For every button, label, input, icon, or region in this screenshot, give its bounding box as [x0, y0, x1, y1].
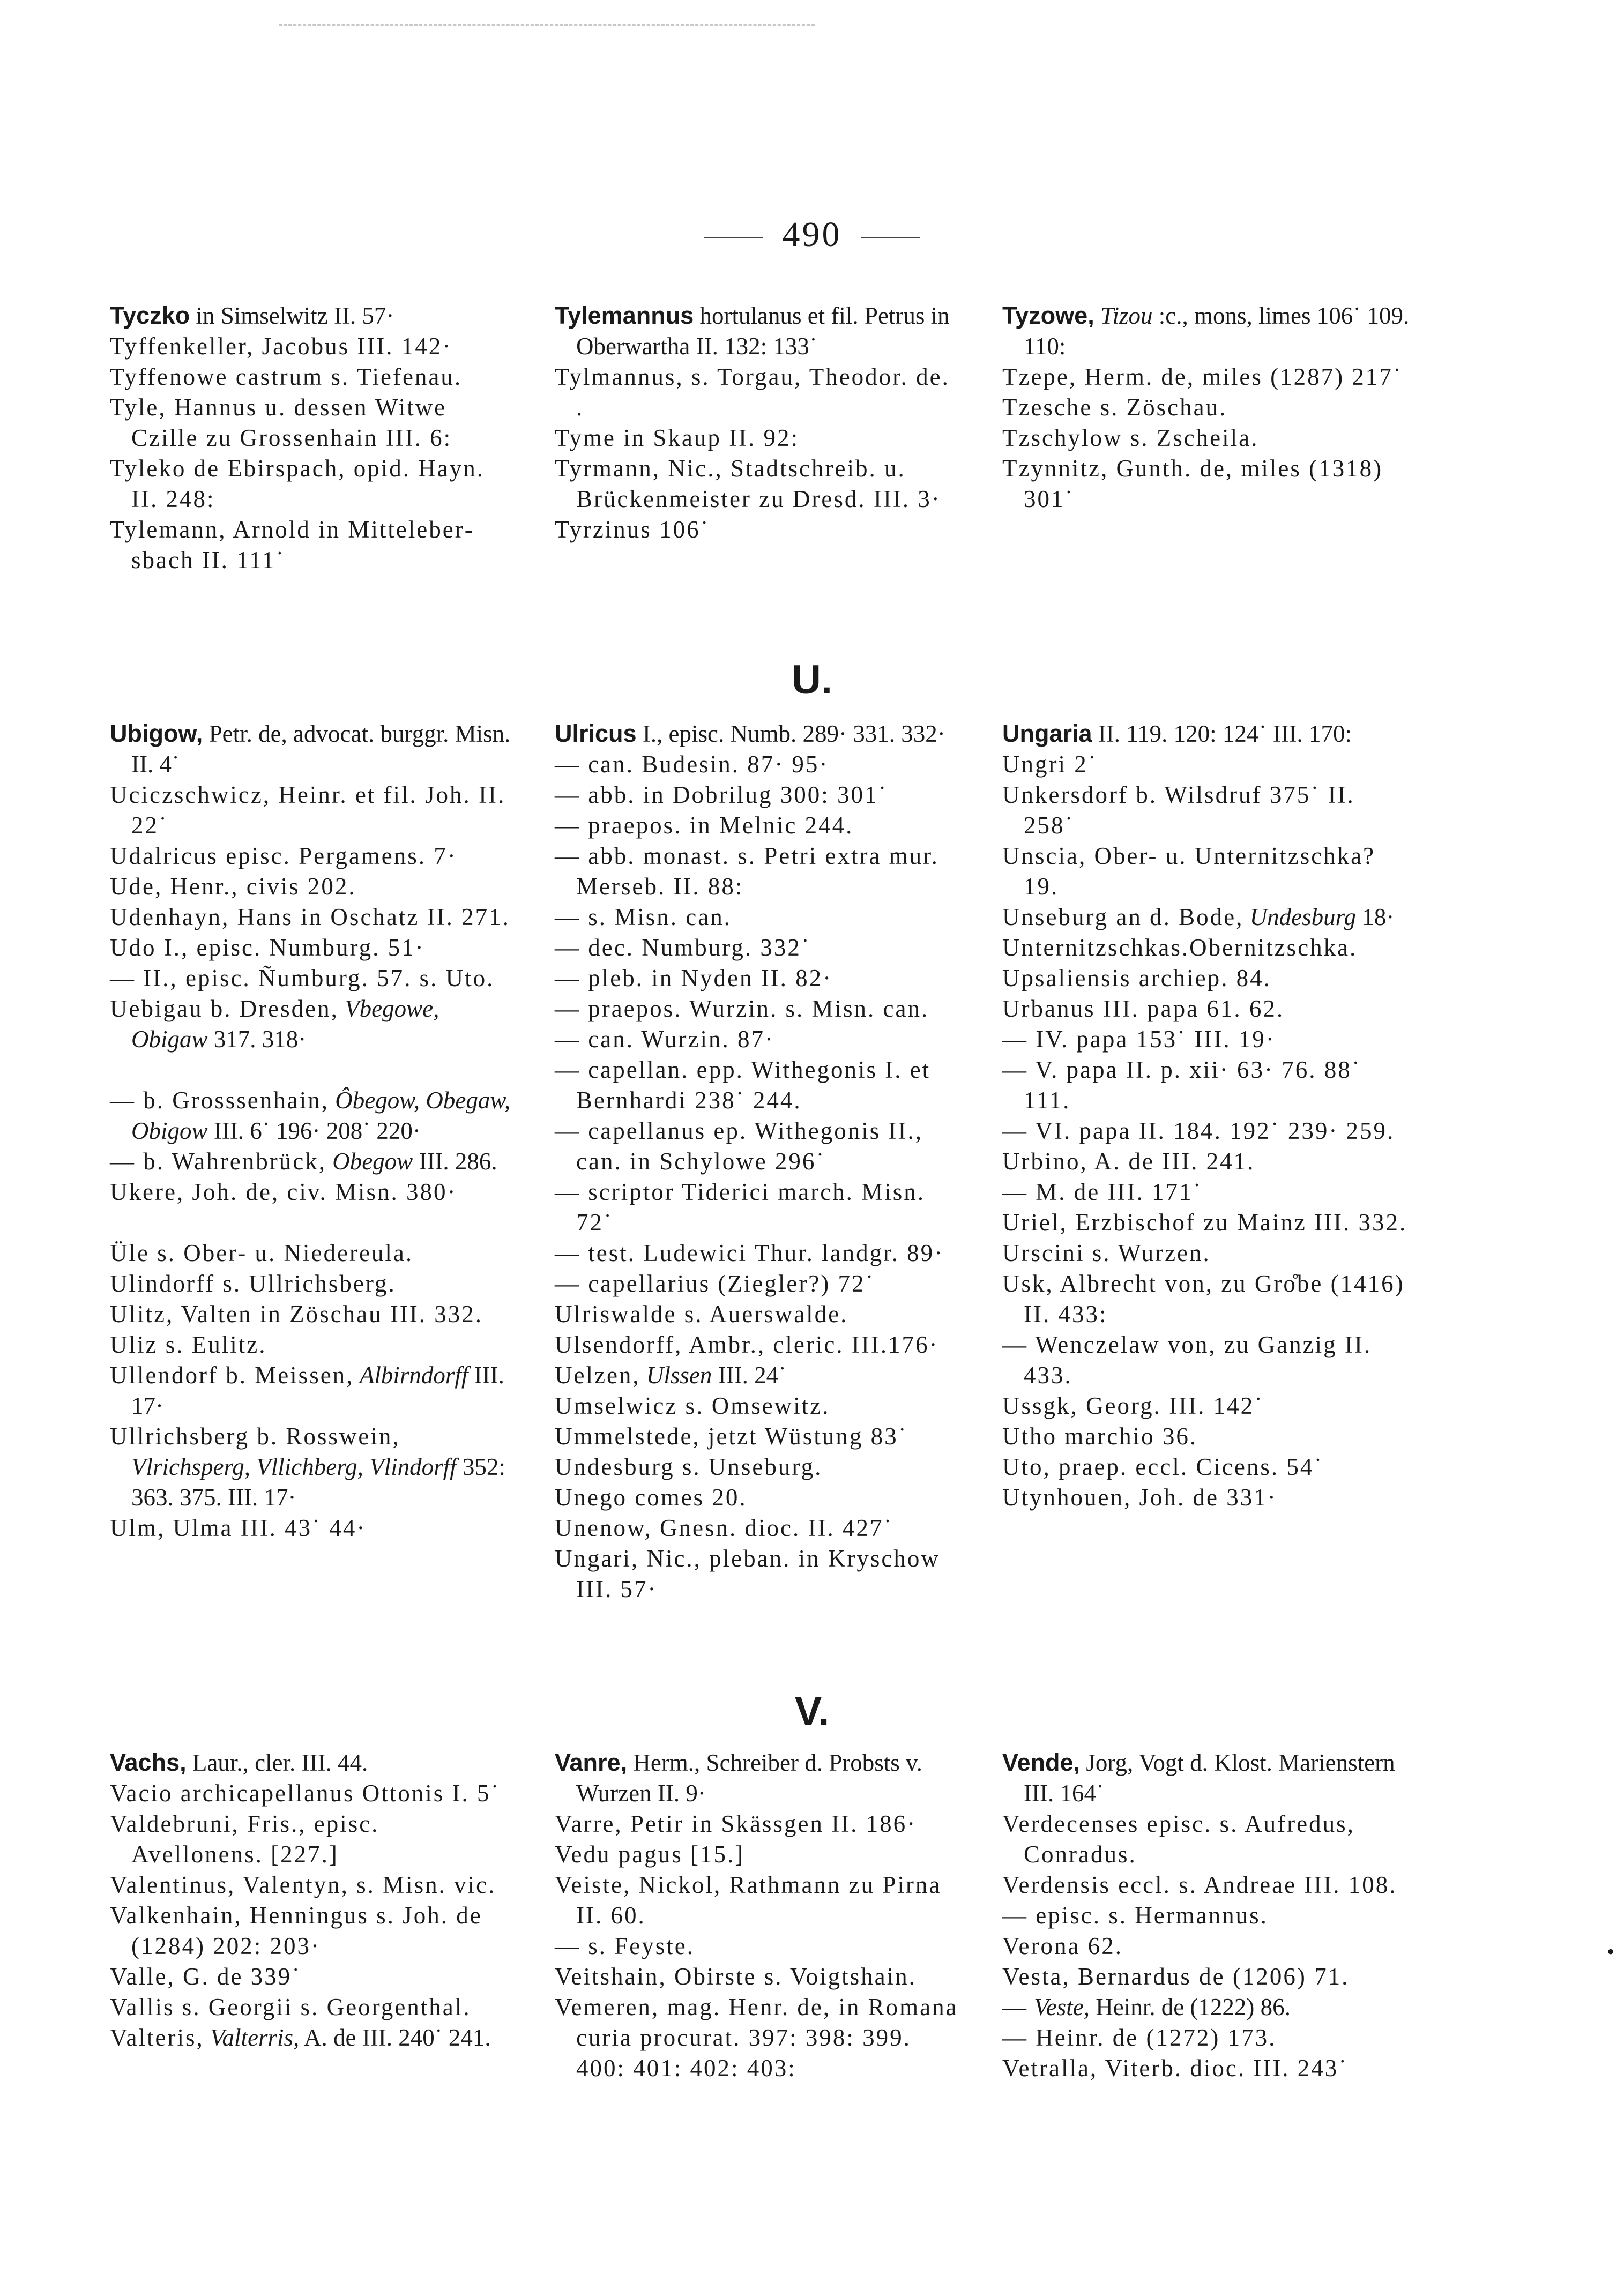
index-entry — [1002, 300, 1410, 362]
entry-text: — dec. Numburg. 332˙ — [555, 934, 811, 961]
index-entry — [555, 1543, 962, 1605]
index-entry — [1002, 1146, 1410, 1177]
column-v-left — [110, 1747, 517, 2053]
column-v-right — [1002, 1747, 1410, 2084]
entry-headword: Tyzowe, — [1002, 302, 1094, 329]
entry-italic: Veste, — [1028, 1994, 1090, 2020]
entry-text: Verona 62. — [1002, 1933, 1123, 1959]
entry-text: Tyrzinus 106˙ — [555, 516, 710, 543]
index-entry — [1002, 1747, 1410, 1809]
index-entry — [555, 994, 962, 1024]
index-entry — [1002, 841, 1410, 902]
index-entry — [1002, 453, 1410, 514]
index-entry — [110, 1299, 517, 1330]
index-entry — [1002, 2023, 1410, 2053]
index-entry — [555, 1360, 962, 1391]
index-entry — [1002, 718, 1410, 749]
entry-italic: Valterris, — [204, 2024, 300, 2051]
entry-text: Ummelstede, jetzt Wüstung 83˙ — [555, 1423, 908, 1450]
index-entry — [555, 1055, 962, 1116]
index-entry — [110, 1778, 517, 1809]
index-entry — [1002, 1931, 1410, 1961]
index-entry — [555, 1177, 962, 1238]
entry-text: Ukere, Joh. de, civ. Misn. 380· — [110, 1178, 457, 1205]
index-entry — [110, 780, 517, 841]
index-entry — [555, 1116, 962, 1177]
entry-text: :c., mons, limes 106˙ 109. 110: — [1024, 302, 1410, 360]
index-entry — [555, 1513, 962, 1543]
index-entry — [110, 1747, 517, 1778]
index-entry — [1002, 1452, 1410, 1482]
entry-italic: Vlrichsperg, Vllichberg, Vlindorff — [131, 1453, 457, 1480]
entry-text: III. 17· — [131, 1362, 504, 1419]
index-entry — [110, 392, 517, 453]
index-entry — [110, 1421, 517, 1513]
entry-text: Valdebruni, Fris., episc. Avellonens. [227.] — [110, 1810, 379, 1868]
index-entry — [1002, 1055, 1410, 1116]
entry-text: Tzynnitz, Gunth. de, miles (1318) 301˙ — [1002, 455, 1383, 512]
entry-text: Ussgk, Georg. III. 142˙ — [1002, 1392, 1264, 1419]
entry-text: Ude, Henr., civis 202. — [110, 873, 356, 900]
entry-text: Usk, Albrecht von, zu Gro̊be (1416) II. 433: — [1002, 1270, 1405, 1327]
entry-text: — capellan. epp. Withegonis I. et Bernhardi 238˙ 244. — [555, 1056, 931, 1114]
entry-text: — VI. papa II. 184. 192˙ 239· 259. — [1002, 1117, 1395, 1144]
index-entry — [110, 1992, 517, 2023]
entry-text: Uciczschwicz, Heinr. et fil. Joh. II. 22˙ — [110, 781, 506, 839]
index-entry — [555, 1809, 962, 1839]
index-entry — [555, 810, 962, 841]
index-entry — [555, 780, 962, 810]
entry-text: III. 24˙ — [712, 1362, 787, 1389]
entry-headword: Ubigow, — [110, 720, 203, 747]
entry-headword: Tylemannus — [555, 302, 694, 329]
index-entry — [110, 453, 517, 514]
entry-text: Ungri 2˙ — [1002, 751, 1098, 778]
entry-text: Varre, Petir in Skässgen II. 186· — [555, 1810, 917, 1837]
entry-text: — M. de III. 171˙ — [1002, 1178, 1203, 1205]
entry-text: Veitshain, Obirste s. Voigtshain. — [555, 1963, 917, 1990]
entry-text: Utynhouen, Joh. de 331· — [1002, 1484, 1277, 1511]
entry-text: Üle s. Ober- u. Niedereula. — [110, 1240, 414, 1266]
entry-text: I., episc. Numb. 289· 331. 332· — [636, 720, 945, 747]
entry-text: hortulanus et fil. Petrus in Oberwartha II. 132: 133˙ — [576, 302, 950, 360]
index-entry — [1002, 749, 1410, 780]
index-entry — [1002, 1330, 1410, 1391]
entry-text: Vemeren, mag. Henr. de, in Romana curia procurat. 397: 398: 399. 400: 401: 402: 403: — [555, 1994, 958, 2082]
index-entry — [555, 1747, 962, 1809]
index-entry — [110, 1809, 517, 1870]
index-entry — [1002, 1177, 1410, 1207]
index-entry — [110, 1177, 517, 1207]
entry-text: — s. Misn. can. — [555, 904, 732, 930]
index-entry — [1002, 1207, 1410, 1238]
entry-text: Tzepe, Herm. de, miles (1287) 217˙ — [1002, 363, 1403, 390]
index-entry — [110, 2023, 517, 2053]
entry-text: Unkersdorf b. Wilsdruf 375˙ II. 258˙ — [1002, 781, 1355, 839]
entry-text: Ulindorff s. Ullrichsberg. — [110, 1270, 396, 1297]
entry-headword: Ungaria — [1002, 720, 1092, 747]
entry-text: Unscia, Ober- u. Unternitzschka? 19. — [1002, 842, 1376, 900]
entry-text: — IV. papa 153˙ III. 19· — [1002, 1026, 1276, 1053]
index-entry — [1002, 1116, 1410, 1146]
index-entry — [110, 1513, 517, 1543]
index-entry — [555, 1839, 962, 1870]
entry-text: — episc. s. Hermannus. — [1002, 1902, 1268, 1929]
entry-text: — abb. monast. s. Petri extra mur. Merseb. II. 88: — [555, 842, 939, 900]
index-entry — [1002, 1269, 1410, 1330]
entry-text: Ulm, Ulma III. 43˙ 44· — [110, 1515, 367, 1541]
index-entry — [110, 1870, 517, 1900]
entry-text: Umselwicz s. Omsewitz. — [555, 1392, 830, 1419]
index-entry — [110, 1900, 517, 1961]
entry-text: Valteris, — [110, 2024, 204, 2051]
entry-text: Uebigau b. Dresden, — [110, 995, 339, 1022]
entry-text: — can. Wurzin. 87· — [555, 1026, 775, 1053]
entry-text: Tylmannus, s. Torgau, Theodor. de. . — [555, 363, 950, 421]
entry-italic: Undesburg — [1243, 904, 1356, 930]
index-entry — [110, 841, 517, 871]
index-entry — [555, 1452, 962, 1482]
entry-text: Tyrmann, Nic., Stadtschreib. u. Brückenmeister zu Dresd. III. 3· — [555, 455, 941, 512]
entry-text: Tzesche s. Zöschau. — [1002, 394, 1227, 421]
entry-text: Valle, G. de 339˙ — [110, 1963, 302, 1990]
entry-text: Urscini s. Wurzen. — [1002, 1240, 1211, 1266]
entry-text: — b. Wahrenbrück, — [110, 1148, 326, 1175]
index-entry — [110, 1085, 517, 1146]
entry-text: Tyme in Skaup II. 92: — [555, 424, 800, 451]
index-entry — [1002, 1482, 1410, 1513]
index-entry — [555, 1299, 962, 1330]
index-entry — [555, 1238, 962, 1269]
index-entry — [110, 1146, 517, 1177]
entry-text: A. de III. 240˙ 241. — [299, 2024, 491, 2051]
entry-text: — praepos. Wurzin. s. Misn. can. — [555, 995, 929, 1022]
entry-text: II. 119. 120: 124˙ III. 170: — [1092, 720, 1352, 747]
entry-text: — II., episc. Ñumburg. 57. s. Uto. — [110, 965, 495, 991]
index-entry — [110, 1360, 517, 1421]
entry-italic: Obegow — [326, 1148, 413, 1175]
entry-text: Herm., Schreiber d. Probsts v. Wurzen II. 9· — [576, 1749, 922, 1807]
entry-headword: Vende, — [1002, 1749, 1081, 1776]
entry-text: — can. Budesin. 87· 95· — [555, 751, 829, 778]
index-entry — [555, 902, 962, 933]
index-entry — [555, 300, 962, 362]
index-entry — [1002, 1421, 1410, 1452]
entry-text: Ulriswalde s. Auerswalde. — [555, 1301, 848, 1327]
index-entry — [555, 933, 962, 963]
entry-text: in Simselwitz II. 57· — [190, 302, 394, 329]
entry-text: Undesburg s. Unseburg. — [555, 1453, 823, 1480]
entry-text: — praepos. in Melnic 244. — [555, 812, 854, 839]
entry-text: 352: 363. 375. III. 17· — [131, 1453, 505, 1511]
column-t-left — [110, 300, 517, 576]
page-number-dash-left — [704, 237, 763, 238]
entry-text: Tyle, Hannus u. dessen Witwe Czille zu Grossenhain III. 6: — [110, 394, 452, 451]
entry-text: — pleb. in Nyden II. 82· — [555, 965, 833, 991]
entry-text: Valkenhain, Henningus s. Joh. de (1284) 202: 203· — [110, 1902, 482, 1959]
entry-text: Tyffenowe castrum s. Tiefenau. — [110, 363, 463, 390]
index-entry — [1002, 902, 1410, 933]
entry-text: Udo I., episc. Numburg. 51· — [110, 934, 425, 961]
entry-italic: Tizou — [1094, 302, 1153, 329]
index-entry — [555, 1870, 962, 1931]
index-entry — [1002, 994, 1410, 1024]
index-entry — [1002, 1024, 1410, 1055]
entry-text: Utho marchio 36. — [1002, 1423, 1198, 1450]
entry-text: Ullrichsberg b. Rosswein, — [110, 1423, 400, 1450]
entry-text: Urbino, A. de III. 241. — [1002, 1148, 1255, 1175]
entry-spacer — [110, 1055, 517, 1085]
index-entry — [555, 963, 962, 994]
index-entry — [1002, 2053, 1410, 2084]
entry-text: Petr. de, advocat. burggr. Misn. II. 4˙ — [131, 720, 511, 778]
entry-text: Unternitzschkas.Obernitzschka. — [1002, 934, 1358, 961]
index-entry — [1002, 1809, 1410, 1870]
column-t-right — [1002, 300, 1410, 514]
entry-text: — capellarius (Ziegler?) 72˙ — [555, 1270, 875, 1297]
entry-text: — scriptor Tiderici march. Misn. 72˙ — [555, 1178, 925, 1236]
entry-italic: Albirndorff — [354, 1362, 468, 1389]
index-entry — [555, 362, 962, 423]
index-entry — [555, 514, 962, 545]
entry-text: — — [1002, 1994, 1028, 2020]
entry-text: Unseburg an d. Bode, — [1002, 904, 1244, 930]
entry-spacer — [110, 1207, 517, 1238]
section-heading-u: U. — [792, 657, 832, 703]
entry-headword: Ulricus — [555, 720, 637, 747]
index-entry — [1002, 362, 1410, 392]
entry-text: Valentinus, Valentyn, s. Misn. vic. — [110, 1871, 496, 1898]
index-entry — [555, 1269, 962, 1299]
index-entry — [1002, 780, 1410, 841]
index-entry — [1002, 1992, 1410, 2023]
entry-text: — abb. in Dobrilug 300: 301˙ — [555, 781, 888, 808]
index-entry — [555, 718, 962, 749]
entry-text: 18· — [1355, 904, 1395, 930]
entry-text: Heinr. de (1222) 86. — [1089, 1994, 1291, 2020]
entry-text: Unenow, Gnesn. dioc. II. 427˙ — [555, 1515, 893, 1541]
index-entry — [555, 1391, 962, 1421]
index-entry — [555, 1992, 962, 2084]
margin-dot: • — [1607, 1940, 1615, 1964]
entry-text: Tylemann, Arnold in Mittelebersbach II. 111˙ — [110, 516, 473, 573]
entry-italic: Ulssen — [640, 1362, 712, 1389]
index-entry — [1002, 1870, 1410, 1900]
index-entry — [110, 331, 517, 362]
index-entry — [110, 1961, 517, 1992]
entry-text: Verdensis eccl. s. Andreae III. 108. — [1002, 1871, 1397, 1898]
entry-italic: Vbegowe, Obigaw — [131, 995, 439, 1053]
entry-text: Ungari, Nic., pleban. in Kryschow III. 57· — [555, 1545, 940, 1602]
entry-text: Laur., cler. III. 44. — [186, 1749, 368, 1776]
index-entry — [1002, 1900, 1410, 1931]
entry-text: Udenhayn, Hans in Oschatz II. 271. — [110, 904, 510, 930]
index-entry — [110, 514, 517, 576]
page-number-dash-right — [861, 237, 920, 238]
index-entry — [555, 1482, 962, 1513]
index-entry — [1002, 933, 1410, 963]
column-v-middle — [555, 1747, 962, 2084]
entry-text: Uriel, Erzbischof zu Mainz III. 332. — [1002, 1209, 1407, 1236]
index-entry — [1002, 1391, 1410, 1421]
entry-text: Ulitz, Valten in Zöschau III. 332. — [110, 1301, 483, 1327]
entry-text: Uelzen, — [555, 1362, 640, 1389]
entry-text: Unego comes 20. — [555, 1484, 747, 1511]
page-number — [0, 214, 1624, 255]
entry-headword: Vanre, — [555, 1749, 628, 1776]
index-entry — [1002, 423, 1410, 453]
index-entry — [110, 963, 517, 994]
entry-text: Tzschylow s. Zscheila. — [1002, 424, 1259, 451]
index-entry — [555, 453, 962, 514]
index-entry — [555, 1931, 962, 1961]
index-entry — [555, 749, 962, 780]
entry-text: III. 286. — [413, 1148, 497, 1175]
index-entry — [110, 1238, 517, 1269]
entry-text: — Wenczelaw von, zu Ganzig II. 433. — [1002, 1331, 1372, 1389]
entry-italic: Ôbegow, Obegaw, Obigow — [131, 1087, 511, 1144]
index-entry — [110, 362, 517, 392]
entry-headword: Tyczko — [110, 302, 190, 329]
entry-text: Vallis s. Georgii s. Georgenthal. — [110, 1994, 471, 2020]
index-entry — [555, 1961, 962, 1992]
entry-text: Udalricus episc. Pergamens. 7· — [110, 842, 457, 869]
index-entry — [110, 902, 517, 933]
entry-text: — Heinr. de (1272) 173. — [1002, 2024, 1277, 2051]
column-u-middle — [555, 718, 962, 1605]
index-entry — [1002, 1238, 1410, 1269]
entry-text: — V. papa II. p. xii· 63· 76. 88˙ 111. — [1002, 1056, 1361, 1114]
index-entry — [110, 933, 517, 963]
entry-text: Ulsendorff, Ambr., cleric. III.176· — [555, 1331, 939, 1358]
entry-text: Veiste, Nickol, Rathmann zu Pirna II. 60. — [555, 1871, 942, 1929]
entry-text: Vedu pagus [15.] — [555, 1841, 745, 1868]
page-number-text: 490 — [782, 215, 842, 254]
index-entry — [1002, 392, 1410, 423]
entry-text: Urbanus III. papa 61. 62. — [1002, 995, 1285, 1022]
entry-text: Verdecenses episc. s. Aufredus, Conradus. — [1002, 1810, 1355, 1868]
top-rule — [279, 24, 815, 26]
entry-text: — s. Feyste. — [555, 1933, 695, 1959]
entry-text: 317. 318· — [207, 1026, 307, 1053]
entry-text: III. 6˙ 196· 208˙ 220· — [207, 1117, 421, 1144]
index-entry — [555, 1024, 962, 1055]
entry-headword: Vachs, — [110, 1749, 187, 1776]
index-entry — [555, 1330, 962, 1360]
entry-text: — capellanus ep. Withegonis II., can. in Schylowe 296˙ — [555, 1117, 923, 1175]
entry-text: Jorg, Vogt d. Klost. Marienstern III. 164˙ — [1024, 1749, 1395, 1807]
entry-text: — test. Ludewici Thur. landgr. 89· — [555, 1240, 944, 1266]
column-u-right — [1002, 718, 1410, 1513]
section-heading-v: V. — [794, 1689, 830, 1734]
entry-text: Tyffenkeller, Jacobus III. 142· — [110, 333, 452, 360]
index-entry — [110, 718, 517, 780]
index-entry — [110, 994, 517, 1055]
index-entry — [110, 1269, 517, 1299]
index-entry — [555, 1421, 962, 1452]
entry-text: Vesta, Bernardus de (1206) 71. — [1002, 1963, 1350, 1990]
entry-text: Uto, praep. eccl. Cicens. 54˙ — [1002, 1453, 1324, 1480]
entry-text: — b. Grosssenhain, — [110, 1087, 329, 1114]
entry-text: Uliz s. Eulitz. — [110, 1331, 267, 1358]
entry-text: Vacio archicapellanus Ottonis I. 5˙ — [110, 1780, 501, 1807]
column-u-left — [110, 718, 517, 1543]
entry-text: Upsaliensis archiep. 84. — [1002, 965, 1271, 991]
index-entry — [555, 841, 962, 902]
index-entry — [110, 1330, 517, 1360]
index-entry — [110, 871, 517, 902]
column-t-middle — [555, 300, 962, 545]
index-entry — [1002, 963, 1410, 994]
entry-text: Vetralla, Viterb. dioc. III. 243˙ — [1002, 2055, 1349, 2082]
index-entry — [110, 300, 517, 331]
entry-text: Ullendorf b. Meissen, — [110, 1362, 354, 1389]
index-entry — [555, 423, 962, 453]
entry-text: Tyleko de Ebirspach, opid. Hayn. II. 248: — [110, 455, 485, 512]
index-entry — [1002, 1961, 1410, 1992]
